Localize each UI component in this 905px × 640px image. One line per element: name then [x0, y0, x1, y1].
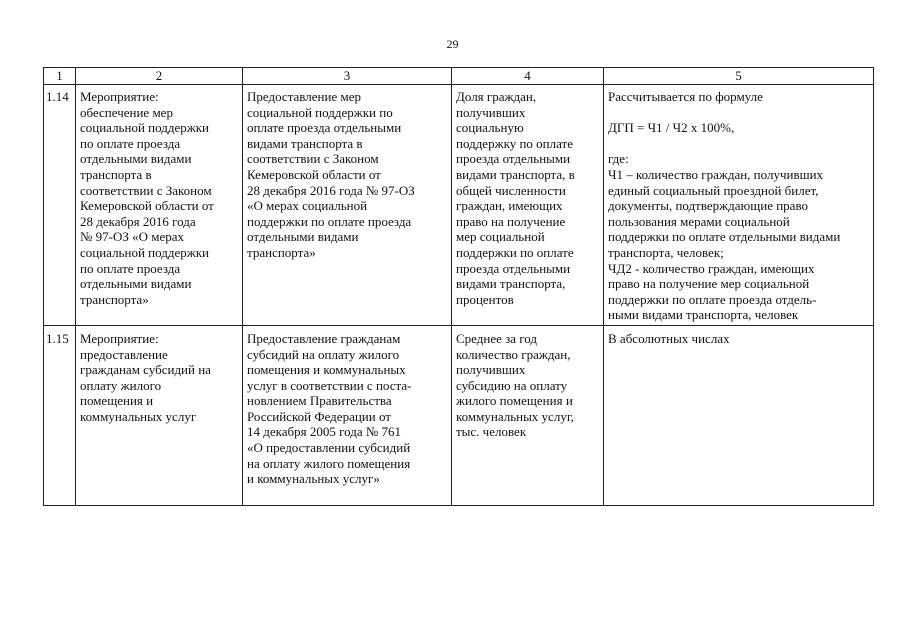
- column-header-5: 5: [604, 68, 874, 85]
- column-header-1: 1: [44, 68, 76, 85]
- table-row: [44, 325, 874, 505]
- row-number-cell: 1.14: [44, 85, 76, 326]
- column-header-3: 3: [243, 68, 452, 85]
- column-header-2: 2: [76, 68, 243, 85]
- indicator-cell: Доля граждан, получивших социальную поддержку по оплате проезда отдельными видами транспорта, в общей численности граждан, имеющих право на получение мер социальной поддержки по оплате проезда отдельными видами транспорта, процентов: [452, 85, 604, 326]
- column-header-4: 4: [452, 68, 604, 85]
- table-row: [44, 85, 874, 326]
- indicator-cell: Среднее за год количество граждан, получивших субсидию на оплату жилого помещения и коммунальных услуг, тыс. человек: [452, 325, 604, 505]
- description-cell: Предоставление гражданам субсидий на оплату жилого помещения и коммунальных услуг в соответствии с поста- новлением Правительства Российской Федерации от 14 декабря 2005 года № 761 «О предоставлении субсидий на оплату жилого помещения и коммунальных услуг»: [243, 325, 452, 505]
- method-cell: В абсолютных числах: [604, 325, 874, 505]
- description-cell: Предоставление мер социальной поддержки по оплате проезда отдельными видами транспорта в соответствии с Законом Кемеровской области от 28 декабря 2016 года № 97-ОЗ «О мерах социальной поддержки по оплате проезда отдельными видами транспорта»: [243, 85, 452, 326]
- event-cell: Мероприятие: предоставление гражданам субсидий на оплату жилого помещения и коммунальных услуг: [76, 325, 243, 505]
- page-number: 29: [446, 37, 459, 51]
- table-header-row: [44, 68, 874, 85]
- method-cell: Рассчитывается по формуле ДГП = Ч1 / Ч2 х 100%, где: Ч1 – количество граждан, получивших единый социальный проездной билет, документы, подтверждающие право пользования мерами социальной поддержки по оплате отдельными видами транспорта, человек; ЧД2 - количество граждан, имеющих право на получение мер социальной поддержки по оплате проезда отдель- ными видами транспорта, человек: [604, 85, 874, 326]
- event-cell: Мероприятие: обеспечение мер социальной поддержки по оплате проезда отдельными видами транспорта в соответствии с Законом Кемеровской области от 28 декабря 2016 года № 97-ОЗ «О мерах социальной поддержки по оплате проезда отдельными видами транспорта»: [76, 85, 243, 326]
- row-number-cell: 1.15: [44, 325, 76, 505]
- indicator-table: [43, 67, 874, 506]
